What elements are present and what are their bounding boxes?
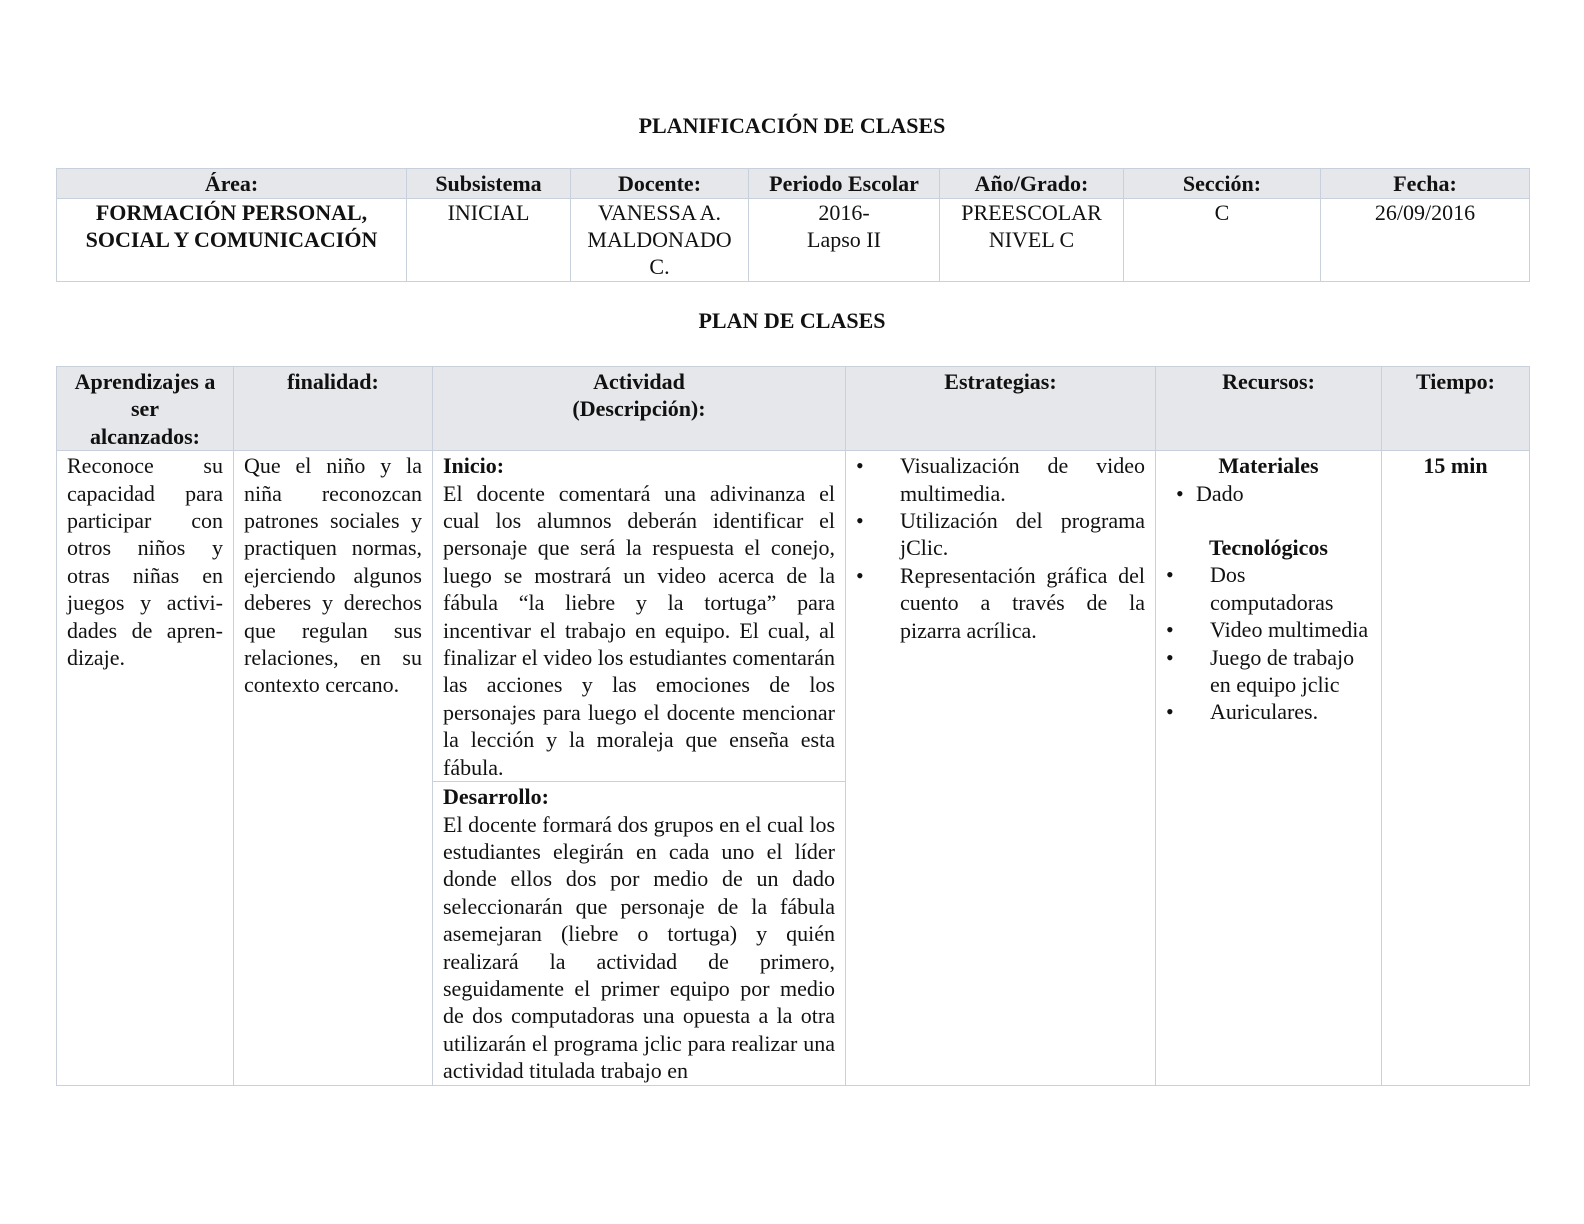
- list-item: • Representación gráfica del cuento a través de la pizarra acrílica.: [856, 562, 1145, 644]
- plan-header-row: [57, 367, 1530, 451]
- estrategias-list: [856, 452, 1145, 644]
- area-value: FORMACIÓN PERSONAL, SOCIAL Y COMUNICACIÓN: [57, 199, 407, 282]
- col-estrategias: Estrategias:: [846, 367, 1156, 451]
- col-actividad: Actividad (Descripción):: [433, 367, 846, 451]
- seccion-value: C: [1124, 199, 1321, 282]
- grado-value: PREESCOLAR NIVEL C: [940, 199, 1124, 282]
- plan-title: PLAN DE CLASES: [698, 308, 886, 333]
- col-recursos: Recursos:: [1156, 367, 1382, 451]
- desarrollo-text: El docente formará dos grupos en el cual los estudiantes elegirán en cada uno el líder donde ellos dos por medio de un dado seleccionarán que personaje de la fábula asemejaran (liebre o tortuga) y quién realizará la actividad de primero, seguidamente el primer equipo por medio de dos computadoras una opuesta a la otra utilizarán el programa jclic para realizar una actividad titulada trabajo en: [443, 811, 835, 1084]
- docente-value: VANESSA A. MALDONADO C.: [571, 199, 749, 282]
- col-docente: Docente:: [571, 169, 749, 199]
- list-item: • Dos computadoras: [1166, 561, 1371, 616]
- col-periodo: Periodo Escolar: [749, 169, 940, 199]
- inicio-text: El docente comentará una adivinanza el cual los alumnos deberán identificar el personaje que será la respuesta el conejo, luego se mostrará un video acerca de la fábula “la liebre y la tortuga” para incentivar el trabajo en equipo. El cual, al finalizar el video los estudiantes comentarán las acciones y las emociones de los personajes para luego el docente mencionar la lección y la moraleja que enseña esta fábula.: [443, 480, 835, 780]
- col-finalidad: finalidad:: [234, 367, 433, 451]
- finalidad-cell: Que el niño y la niña reconozcan patrones sociales y practiquen normas, ejerciendo algunos deberes y derechos que regulan sus relaciones, en su contexto cercano.: [234, 451, 433, 1085]
- fecha-value: 26/09/2016: [1321, 199, 1530, 282]
- plan-body-row: [57, 451, 1530, 1085]
- col-aprendizajes: Aprendizajes a ser alcanzados:: [57, 367, 234, 451]
- list-item: • Video multimedia: [1166, 616, 1371, 643]
- col-grado: Año/Grado:: [940, 169, 1124, 199]
- tecnologicos-label: Tecnológicos: [1209, 535, 1328, 561]
- col-seccion: Sección:: [1124, 169, 1321, 199]
- list-item: • Auriculares.: [1166, 698, 1371, 725]
- materiales-list: [1166, 480, 1371, 507]
- col-fecha: Fecha:: [1321, 169, 1530, 199]
- actividad-cell: [433, 451, 846, 1085]
- col-tiempo: Tiempo:: [1382, 367, 1530, 451]
- tiempo-cell: 15 min: [1382, 451, 1530, 1085]
- info-value-row: [57, 199, 1530, 282]
- list-item: • Juego de trabajo en equipo jclic: [1166, 644, 1371, 699]
- page-title: PLANIFICACIÓN DE CLASES: [638, 113, 946, 138]
- subsistema-value: INICIAL: [407, 199, 571, 282]
- aprendizajes-cell: Reconoce su capacidad para participar con otros niños y otras niñas en juegos y actividades de aprendizaje.: [57, 451, 234, 1085]
- inicio-section: [433, 451, 845, 781]
- list-item: • Dado: [1166, 480, 1371, 507]
- plan-table: [56, 366, 1530, 1086]
- materiales-label: Materiales: [1218, 453, 1319, 479]
- inicio-label: Inicio:: [443, 453, 505, 479]
- recursos-cell: [1156, 451, 1382, 1085]
- estrategias-cell: [846, 451, 1156, 1085]
- tecnologicos-list: [1166, 561, 1371, 725]
- desarrollo-label: Desarrollo:: [443, 784, 549, 810]
- list-item: • Visualización de video multimedia.: [856, 452, 1145, 507]
- col-subsistema: Subsistema: [407, 169, 571, 199]
- list-item: • Utilización del programa jClic.: [856, 507, 1145, 562]
- info-header-row: [57, 169, 1530, 199]
- desarrollo-section: [433, 781, 845, 1084]
- periodo-value: 2016- Lapso II: [749, 199, 940, 282]
- col-area: Área:: [57, 169, 407, 199]
- info-table: [56, 168, 1530, 282]
